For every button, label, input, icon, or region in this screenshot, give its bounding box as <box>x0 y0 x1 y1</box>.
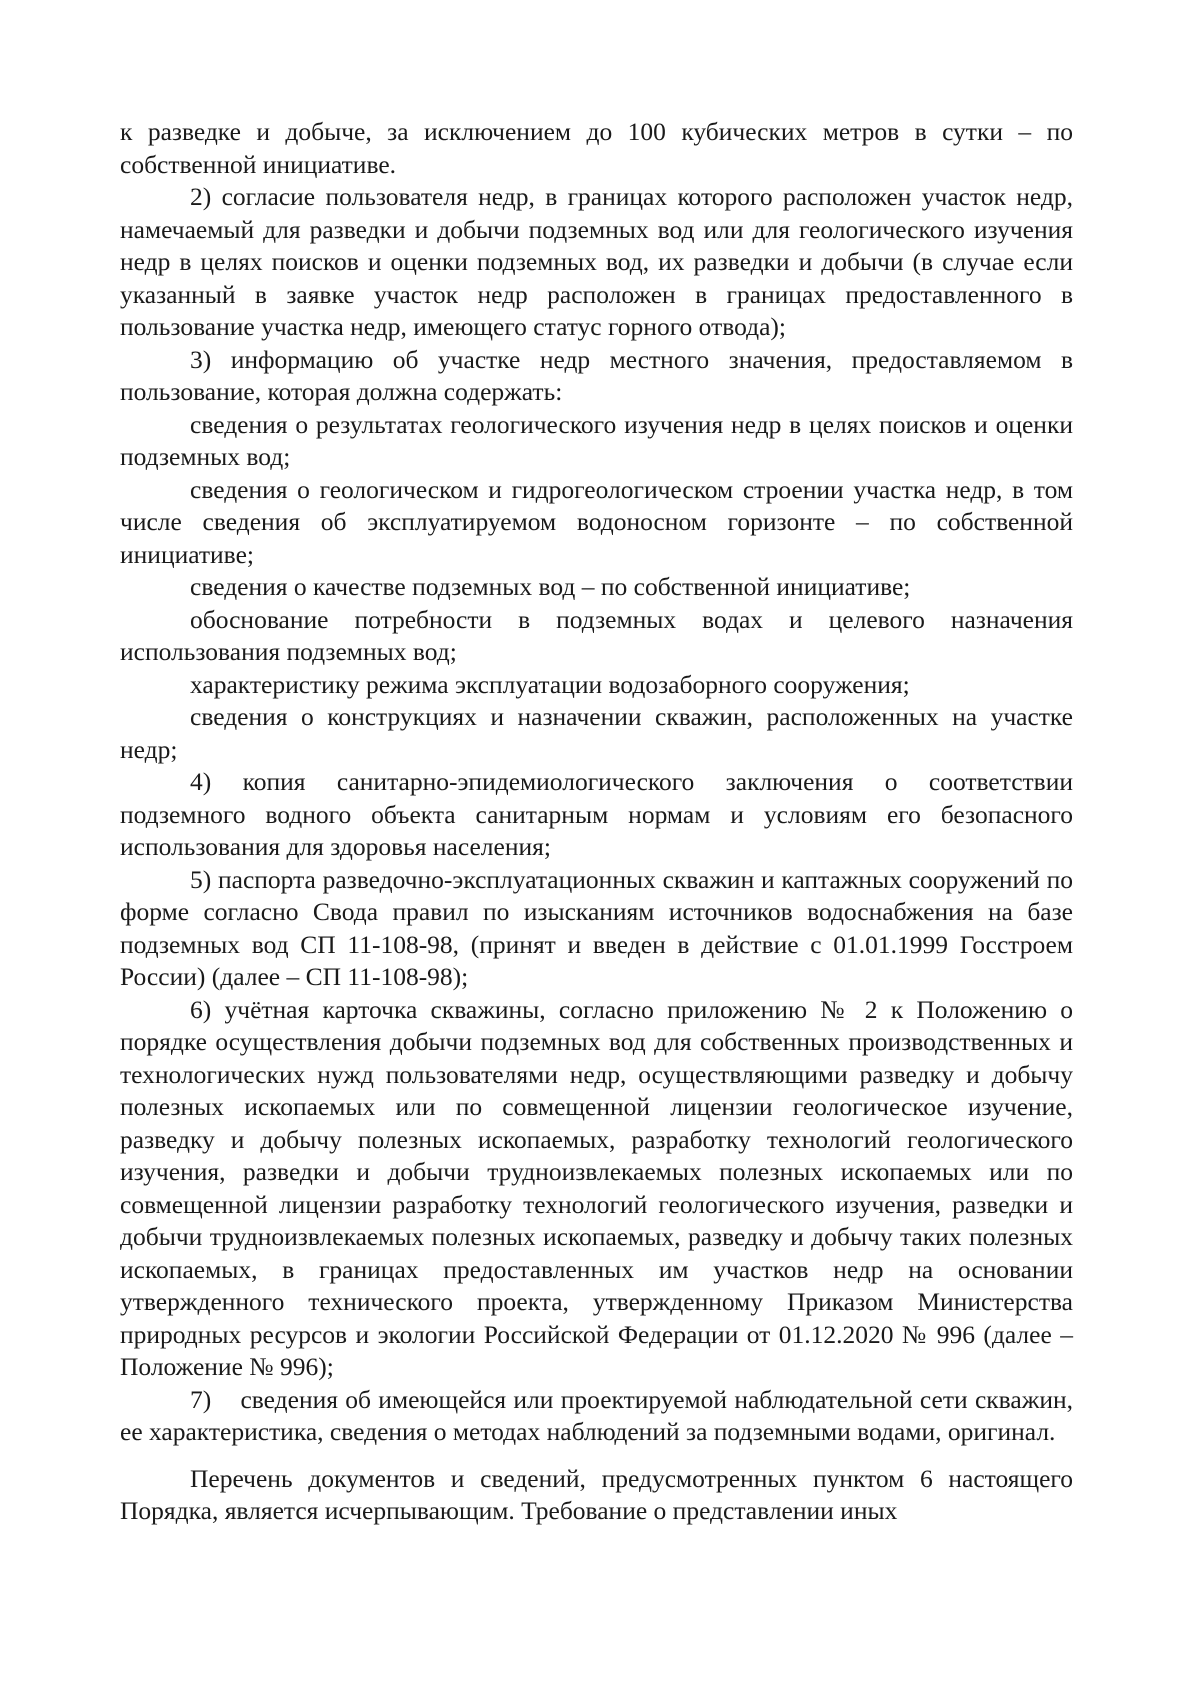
paragraph-subitem-water-quality: сведения о качестве подземных вод – по собственной инициативе; <box>190 572 911 601</box>
paragraph-item-4: 4) копия санитарно-эпидемиологического заключения о соответствии подземного водного объекта санитарным нормам и условиям его безопасного использования для здоровья населения; <box>120 767 1073 861</box>
paragraph-item-7: 7) сведения об имеющейся или проектируемой наблюдательной сети скважин, ее характеристика, сведения о методах наблюдений за подземными водами, оригинал. <box>120 1384 1080 1446</box>
paragraph-document-list: Перечень документов и сведений, предусмотренных пунктом 6 настоящего Порядка, является исчерпывающим. Требование о представлении иных <box>120 1463 1073 1525</box>
paragraph-item-3: 3) информацию об участке недр местного значения, предоставляемом в пользование, которая должна содержать: <box>120 344 1073 406</box>
paragraph-continuation: к разведке и добыче, за исключением до 100 кубических метров в сутки – по собственной инициативе. <box>120 117 1073 179</box>
paragraph-subitem-wells: сведения о конструкциях и назначении скважин, расположенных на участке недр; <box>120 702 1073 764</box>
paragraph-subitem-intake-mode: характеристику режима эксплуатации водозаборного сооружения; <box>190 669 910 699</box>
document-body <box>120 116 1080 1528</box>
paragraph-item-6: 6) учётная карточка скважины, согласно приложению № 2 к Положению о порядке осуществления добычи подземных вод для собственных производственных и технологических нужд пользователями недр, осуществляющими разведку и добычу полезных ископаемых или по совмещенной лицензии геологическое изучение, разведку и добычу полезных ископаемых, разработку технологий геологического изучения, разведки и добычи трудноизвлекаемых полезных ископаемых или по совмещенной лицензии разработку технологий геологического изучения, разведки и добычи трудноизвлекаемых полезных ископаемых, разведку и добычу таких полезных ископаемых, в границах предоставленных им участков недр на основании утвержденного технического проекта, утвержденному Приказом Министерства природных ресурсов и экологии Российской Федерации от 01.12.2020 № 996 (далее – Положение № 996); <box>120 994 1073 1381</box>
paragraph-subitem-water-need: обоснование потребности в подземных водах и целевого назначения использования подземных вод; <box>120 604 1073 666</box>
paragraph-item-2: 2) согласие пользователя недр, в границах которого расположен участок недр, намечаемый для разведки и добычи подземных вод или для геологического изучения недр в целях поисков и оценки подземных вод, их разведки и добычи (в случае если указанный в заявке участок недр расположен в границах предоставленного в пользование участка недр, имеющего статус горного отвода); <box>120 182 1073 341</box>
paragraph-item-5: 5) паспорта разведочно-эксплуатационных скважин и каптажных сооружений по форме согласно Свода правил по изысканиям источников водоснабжения на базе подземных вод СП 11-108-98, (принят и введен в действие с 01.01.1999 Госстроем России) (далее – СП 11-108-98); <box>120 864 1073 991</box>
paragraph-subitem-geology-results: сведения о результатах геологического изучения недр в целях поисков и оценки подземных вод; <box>120 409 1073 471</box>
paragraph-subitem-hydrogeology: сведения о геологическом и гидрогеологическом строении участка недр, в том числе сведения об эксплуатируемом водоносном горизонте – по собственной инициативе; <box>120 474 1073 569</box>
